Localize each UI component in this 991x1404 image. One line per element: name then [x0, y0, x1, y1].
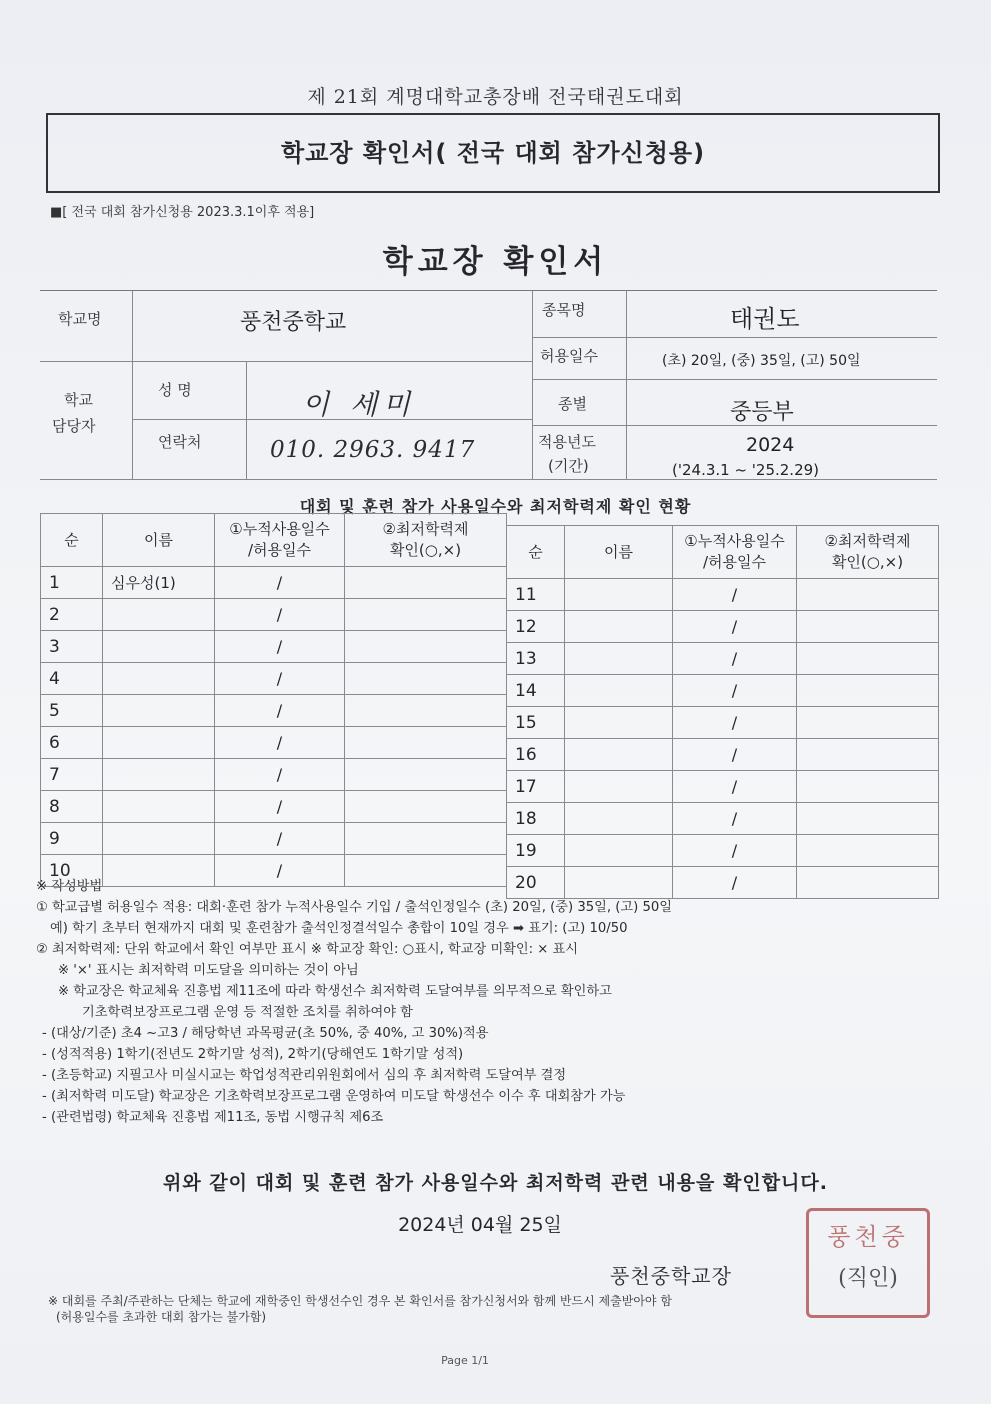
- divider: [132, 291, 133, 479]
- row-name-cell: [103, 695, 215, 727]
- row-days-cell: /: [215, 567, 345, 599]
- year-label-2: (기간): [548, 457, 589, 475]
- row-number-cell: 13: [507, 643, 565, 675]
- table-header-row: [507, 526, 939, 579]
- row-check-cell: [345, 663, 507, 695]
- page-number: Page 1/1: [441, 1354, 489, 1367]
- table-row: [41, 823, 507, 855]
- table-row: [507, 803, 939, 835]
- row-number-cell: 9: [41, 823, 103, 855]
- row-days-cell: /: [673, 867, 797, 899]
- row-name-cell: [103, 631, 215, 663]
- col-check-label-2: 확인(○,×): [831, 553, 904, 571]
- contact-value: 010. 2963. 9417: [270, 437, 476, 463]
- col-name-header: [565, 526, 673, 579]
- guide-line: - (최저학력 미도달) 학교장은 기초학력보장프로그램 운영하여 미도달 학생선수 이수 후 대회참가 가능: [42, 1089, 626, 1104]
- row-number-cell: 19: [507, 835, 565, 867]
- row-days-cell: /: [215, 855, 345, 887]
- table-row: [507, 611, 939, 643]
- table-row: [41, 663, 507, 695]
- row-days-cell: /: [673, 739, 797, 771]
- row-number-cell: 15: [507, 707, 565, 739]
- row-days-cell: /: [215, 599, 345, 631]
- row-days-cell: /: [673, 579, 797, 611]
- row-days-cell: /: [215, 823, 345, 855]
- divider: [40, 361, 532, 362]
- row-name-cell: [565, 835, 673, 867]
- row-name-cell: [565, 771, 673, 803]
- row-name-cell: [103, 759, 215, 791]
- guide-heading: ※ 작성방법: [36, 879, 103, 894]
- row-days-cell: /: [673, 835, 797, 867]
- row-days-cell: /: [673, 771, 797, 803]
- row-number-cell: 16: [507, 739, 565, 771]
- col-days-header: [673, 526, 797, 579]
- participation-table-right: [506, 525, 939, 899]
- row-name-cell: [565, 643, 673, 675]
- row-name-cell: 심우성(1): [103, 567, 215, 599]
- col-days-label-2: /허용일수: [702, 553, 766, 571]
- footnote-line: (허용일수를 초과한 대회 참가는 불가함): [56, 1310, 267, 1324]
- row-number-cell: 11: [507, 579, 565, 611]
- table-row: [41, 631, 507, 663]
- table-row: [507, 643, 939, 675]
- row-number-cell: 17: [507, 771, 565, 803]
- name-label: 성 명: [158, 381, 192, 399]
- guide-line: - (성적적용) 1학기(전년도 2학기말 성적), 2학기(당해연도 1학기말 성적): [42, 1047, 464, 1062]
- writing-guide: [36, 876, 916, 1128]
- row-check-cell: [345, 759, 507, 791]
- confirm-statement: 위와 같이 대회 및 훈련 참가 사용일수와 최저학력 관련 내용을 확인합니다.: [163, 1172, 828, 1194]
- col-check-label-1: ②최저학력제: [824, 532, 911, 550]
- sport-label: 종목명: [542, 301, 586, 319]
- row-days-cell: /: [673, 611, 797, 643]
- row-check-cell: [345, 599, 507, 631]
- row-check-cell: [797, 643, 939, 675]
- col-check-header: [797, 526, 939, 579]
- table-row: [507, 707, 939, 739]
- footnote-line: ※ 대회를 주최/주관하는 단체는 학교에 재학중인 학생선수인 경우 본 확인서를 참가신청서와 함께 반드시 제출받아야 함: [48, 1294, 672, 1308]
- apply-note: ■[ 전국 대회 참가신청용 2023.3.1이후 적용]: [50, 205, 315, 220]
- info-section: [40, 290, 937, 487]
- row-number-cell: 12: [507, 611, 565, 643]
- col-days-label-1: ①누적사용일수: [229, 520, 330, 538]
- table-row: [41, 759, 507, 791]
- row-check-cell: [345, 567, 507, 599]
- row-name-cell: [565, 675, 673, 707]
- row-days-cell: /: [673, 803, 797, 835]
- year-label-1: 적용년도: [538, 433, 596, 451]
- row-check-cell: [345, 631, 507, 663]
- guide-line: ② 최저학력제: 단위 학교에서 확인 여부만 표시 ※ 학교장 확인: ○표시, 학교장 미확인: × 표시: [36, 942, 579, 957]
- type-label: 종별: [558, 395, 587, 413]
- row-check-cell: [797, 803, 939, 835]
- row-number-cell: 6: [41, 727, 103, 759]
- guide-line: 예) 학기 초부터 현재까지 대회 및 훈련참가 출석인정결석일수 총합이 10일 경우 ➡ 표기: (고) 10/50: [50, 921, 628, 936]
- guide-line: ※ 학교장은 학교체육 진흥법 제11조에 따라 학생선수 최저학력 도달여부를 의무적으로 확인하고: [58, 984, 612, 999]
- row-number-cell: 18: [507, 803, 565, 835]
- row-number-cell: 14: [507, 675, 565, 707]
- days-label: 허용일수: [540, 347, 598, 365]
- divider: [532, 379, 937, 380]
- seal-text: (직인): [838, 1266, 898, 1291]
- row-check-cell: [797, 771, 939, 803]
- col-no-header: [507, 526, 565, 579]
- table-row: [41, 567, 507, 599]
- year-value: 2024: [746, 434, 795, 456]
- row-days-cell: /: [215, 759, 345, 791]
- row-days-cell: /: [215, 663, 345, 695]
- issue-date: 2024년 04월 25일: [398, 1214, 562, 1236]
- table-row: [41, 599, 507, 631]
- row-check-cell: [345, 695, 507, 727]
- footnote: [48, 1293, 928, 1325]
- row-days-cell: /: [215, 695, 345, 727]
- row-number-cell: 2: [41, 599, 103, 631]
- table-row: [507, 579, 939, 611]
- manager-label-2: 담당자: [52, 417, 96, 435]
- row-name-cell: [565, 707, 673, 739]
- manager-label-1: 학교: [64, 391, 93, 409]
- row-check-cell: [345, 791, 507, 823]
- participation-table-left: [40, 513, 507, 887]
- row-days-cell: /: [215, 631, 345, 663]
- row-number-cell: 3: [41, 631, 103, 663]
- guide-line: 기초학력보장프로그램 운영 등 적절한 조치를 취하여야 함: [82, 1005, 413, 1020]
- row-days-cell: /: [673, 707, 797, 739]
- table-row: [507, 835, 939, 867]
- guide-line: - (관련법령) 학교체육 진흥법 제11조, 동법 시행규칙 제6조: [42, 1110, 384, 1125]
- year-period: ('24.3.1 ~ '25.2.29): [672, 461, 820, 479]
- row-check-cell: [797, 611, 939, 643]
- divider: [626, 291, 627, 479]
- table-header-row: [41, 514, 507, 567]
- col-check-header: [345, 514, 507, 567]
- header-box: [46, 113, 940, 193]
- row-check-cell: [345, 727, 507, 759]
- col-check-label-2: 확인(○,×): [389, 541, 462, 559]
- row-check-cell: [345, 823, 507, 855]
- divider: [246, 361, 247, 479]
- guide-line: ① 학교급별 허용일수 적용: 대회·훈련 참가 누적사용일수 기입 / 출석인정일수 (초) 20일, (중) 35일, (고) 50일: [36, 900, 672, 915]
- row-days-cell: /: [673, 675, 797, 707]
- header-title: 학교장 확인서( 전국 대회 참가신청용): [280, 139, 706, 167]
- row-check-cell: [797, 739, 939, 771]
- col-name-label: 이름: [144, 530, 173, 549]
- type-value: 중등부: [730, 400, 794, 425]
- row-name-cell: [103, 599, 215, 631]
- col-days-header: [215, 514, 345, 567]
- row-number-cell: 20: [507, 867, 565, 899]
- col-no-label: 순: [528, 542, 543, 561]
- row-days-cell: /: [215, 791, 345, 823]
- main-title: 학교장 확인서: [382, 244, 609, 280]
- sport-value: 태권도: [730, 305, 800, 333]
- guide-line: - (대상/기준) 초4 ~고3 / 해당학년 과목평균(초 50%, 중 40%, 고 30%)적용: [42, 1026, 489, 1041]
- row-check-cell: [797, 579, 939, 611]
- row-name-cell: [565, 739, 673, 771]
- row-number-cell: 7: [41, 759, 103, 791]
- col-name-header: [103, 514, 215, 567]
- col-no-label: 순: [64, 530, 79, 549]
- divider: [40, 479, 937, 480]
- col-days-label-1: ①누적사용일수: [684, 532, 785, 550]
- row-number-cell: 4: [41, 663, 103, 695]
- row-name-cell: [565, 611, 673, 643]
- guide-line: ※ '×' 표시는 최저학력 미도달을 의미하는 것이 아님: [58, 963, 359, 978]
- row-name-cell: [103, 791, 215, 823]
- row-name-cell: [103, 663, 215, 695]
- table-row: [507, 739, 939, 771]
- table-row: [41, 791, 507, 823]
- table-row: [41, 727, 507, 759]
- row-check-cell: [797, 675, 939, 707]
- row-name-cell: [565, 803, 673, 835]
- school-name: 풍천중학교: [240, 310, 347, 335]
- school-label: 학교명: [58, 310, 102, 328]
- row-name-cell: [103, 823, 215, 855]
- row-days-cell: /: [673, 643, 797, 675]
- row-check-cell: [797, 835, 939, 867]
- table-row: [507, 771, 939, 803]
- status-title: 대회 및 훈련 참가 사용일수와 최저학력제 확인 현황: [299, 497, 692, 516]
- row-number-cell: 1: [41, 567, 103, 599]
- guide-line: - (초등학교) 지필고사 미실시교는 학업성적관리위원회에서 심의 후 최저학력 도달여부 결정: [42, 1068, 567, 1083]
- row-days-cell: /: [215, 727, 345, 759]
- days-value: (초) 20일, (중) 35일, (고) 50일: [662, 353, 861, 369]
- col-check-label-1: ②최저학력제: [382, 520, 469, 538]
- contact-label: 연락처: [158, 433, 202, 451]
- table-row: [507, 675, 939, 707]
- principal-name: 풍천중학교장: [610, 1264, 732, 1288]
- event-title: 제 21회 계명대학교총장배 전국태권도대회: [307, 86, 684, 108]
- col-name-label: 이름: [604, 542, 633, 561]
- row-check-cell: [797, 707, 939, 739]
- col-no-header: [41, 514, 103, 567]
- row-number-cell: 5: [41, 695, 103, 727]
- name-value: 이 세미: [302, 388, 417, 421]
- divider: [532, 337, 937, 338]
- row-number-cell: 8: [41, 791, 103, 823]
- divider: [532, 291, 533, 479]
- seal-chars: 풍천중: [827, 1223, 909, 1251]
- col-days-label-2: /허용일수: [247, 541, 311, 559]
- row-name-cell: [103, 727, 215, 759]
- row-number-cell: 10: [41, 855, 103, 887]
- row-name-cell: [565, 579, 673, 611]
- table-row: [41, 695, 507, 727]
